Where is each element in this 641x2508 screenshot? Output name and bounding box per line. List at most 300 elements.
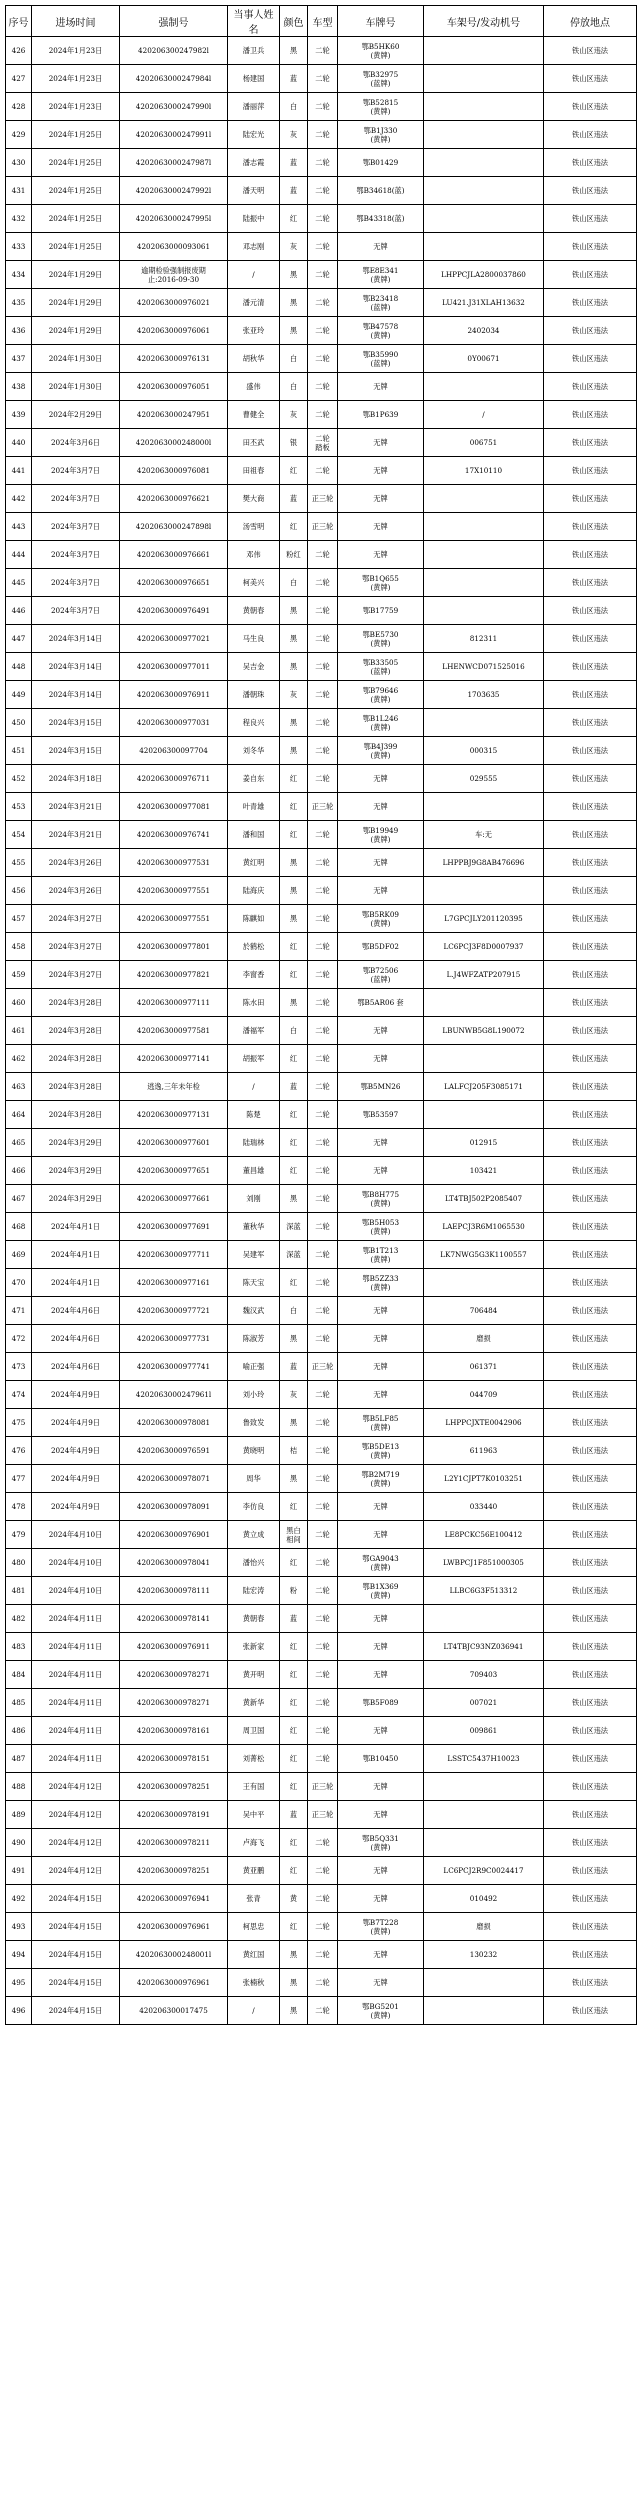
table-row bbox=[6, 1409, 637, 1437]
vin-engine-no-cell: 2402034 bbox=[424, 317, 544, 345]
entry-date-cell: 2024年4月12日 bbox=[32, 1857, 120, 1885]
entry-date-cell: 2024年4月12日 bbox=[32, 1801, 120, 1829]
enforcement-no-cell: 4202063000247984l bbox=[120, 65, 228, 93]
enforcement-no-cell: 4202063000976621 bbox=[120, 485, 228, 513]
color-cell: 蓝 bbox=[280, 1801, 308, 1829]
parking-location-cell: 铁山区违法 bbox=[544, 905, 637, 933]
party-name-cell: 柯思忠 bbox=[228, 1913, 280, 1941]
table-row bbox=[6, 737, 637, 765]
parking-location-cell: 铁山区违法 bbox=[544, 1269, 637, 1297]
party-name-cell: 王有国 bbox=[228, 1773, 280, 1801]
vin-engine-no-cell bbox=[424, 149, 544, 177]
plate-no-cell: 无牌 bbox=[338, 429, 424, 457]
plate-no-cell: 鄂B5LF85 (黄牌) bbox=[338, 1409, 424, 1437]
plate-no-cell: 鄂B5DE13 (黄牌) bbox=[338, 1437, 424, 1465]
header-enforcement-no: 强制号 bbox=[120, 6, 228, 37]
color-cell: 蓝 bbox=[280, 149, 308, 177]
vehicle-type-cell: 正三轮 bbox=[308, 513, 338, 541]
entry-date-cell: 2024年3月28日 bbox=[32, 1045, 120, 1073]
parking-location-cell: 铁山区违法 bbox=[544, 765, 637, 793]
parking-location-cell: 铁山区违法 bbox=[544, 373, 637, 401]
index-cell: 484 bbox=[6, 1661, 32, 1689]
party-name-cell: 杨建国 bbox=[228, 65, 280, 93]
plate-no-cell: 鄂B19949 (黄牌) bbox=[338, 821, 424, 849]
enforcement-no-cell: 4202063000977581 bbox=[120, 1017, 228, 1045]
table-row bbox=[6, 1297, 637, 1325]
enforcement-no-cell: 4202063000977661 bbox=[120, 1185, 228, 1213]
party-name-cell: 陈天宝 bbox=[228, 1269, 280, 1297]
plate-no-cell: 鄂B34618(蓝) bbox=[338, 177, 424, 205]
parking-location-cell: 铁山区违法 bbox=[544, 37, 637, 65]
plate-no-cell: 无牌 bbox=[338, 1521, 424, 1549]
enforcement-no-cell: 4202063000978191 bbox=[120, 1801, 228, 1829]
index-cell: 479 bbox=[6, 1521, 32, 1549]
table-row bbox=[6, 1717, 637, 1745]
vin-engine-no-cell: 000315 bbox=[424, 737, 544, 765]
entry-date-cell: 2024年4月9日 bbox=[32, 1381, 120, 1409]
index-cell: 455 bbox=[6, 849, 32, 877]
entry-date-cell: 2024年1月25日 bbox=[32, 121, 120, 149]
vehicle-records-sheet bbox=[5, 5, 637, 2025]
entry-date-cell: 2024年3月15日 bbox=[32, 709, 120, 737]
plate-no-cell: 鄂B17759 bbox=[338, 597, 424, 625]
entry-date-cell: 2024年1月23日 bbox=[32, 93, 120, 121]
table-row bbox=[6, 149, 637, 177]
plate-no-cell: 无牌 bbox=[338, 1129, 424, 1157]
table-row bbox=[6, 961, 637, 989]
parking-location-cell: 铁山区违法 bbox=[544, 821, 637, 849]
vehicle-type-cell: 二轮 bbox=[308, 1997, 338, 2025]
vin-engine-no-cell bbox=[424, 1605, 544, 1633]
vehicle-type-cell: 二轮 bbox=[308, 1661, 338, 1689]
entry-date-cell: 2024年3月28日 bbox=[32, 1101, 120, 1129]
enforcement-no-cell: 4202063000977551 bbox=[120, 877, 228, 905]
vehicle-type-cell: 二轮 bbox=[308, 37, 338, 65]
table-row bbox=[6, 177, 637, 205]
party-name-cell: 潘天明 bbox=[228, 177, 280, 205]
vin-engine-no-cell: LWBPCJ1F851000305 bbox=[424, 1549, 544, 1577]
party-name-cell: 邓志刚 bbox=[228, 233, 280, 261]
index-cell: 482 bbox=[6, 1605, 32, 1633]
enforcement-no-cell: 4202063000978211 bbox=[120, 1829, 228, 1857]
table-row bbox=[6, 709, 637, 737]
enforcement-no-cell: 4202063000247995l bbox=[120, 205, 228, 233]
plate-no-cell: 鄂B1T213 (黄牌) bbox=[338, 1241, 424, 1269]
entry-date-cell: 2024年3月28日 bbox=[32, 1017, 120, 1045]
party-name-cell: 董昌雄 bbox=[228, 1157, 280, 1185]
vehicle-type-cell: 二轮 bbox=[308, 1213, 338, 1241]
vehicle-type-cell: 二轮 bbox=[308, 877, 338, 905]
index-cell: 486 bbox=[6, 1717, 32, 1745]
enforcement-no-cell: 4202063000977821 bbox=[120, 961, 228, 989]
entry-date-cell: 2024年4月15日 bbox=[32, 1913, 120, 1941]
parking-location-cell: 铁山区违法 bbox=[544, 849, 637, 877]
enforcement-no-cell: 4202063000977161 bbox=[120, 1269, 228, 1297]
index-cell: 440 bbox=[6, 429, 32, 457]
entry-date-cell: 2024年3月21日 bbox=[32, 821, 120, 849]
index-cell: 464 bbox=[6, 1101, 32, 1129]
parking-location-cell: 铁山区违法 bbox=[544, 1017, 637, 1045]
table-body bbox=[6, 37, 637, 2025]
color-cell: 白 bbox=[280, 1017, 308, 1045]
table-row bbox=[6, 1605, 637, 1633]
vehicle-type-cell: 正三轮 bbox=[308, 1353, 338, 1381]
entry-date-cell: 2024年3月28日 bbox=[32, 989, 120, 1017]
parking-location-cell: 铁山区违法 bbox=[544, 1409, 637, 1437]
table-row bbox=[6, 121, 637, 149]
index-cell: 444 bbox=[6, 541, 32, 569]
index-cell: 449 bbox=[6, 681, 32, 709]
enforcement-no-cell: 4202063000976711 bbox=[120, 765, 228, 793]
parking-location-cell: 铁山区违法 bbox=[544, 261, 637, 289]
index-cell: 432 bbox=[6, 205, 32, 233]
vin-engine-no-cell: L7GPCJLY201120395 bbox=[424, 905, 544, 933]
plate-no-cell: 无牌 bbox=[338, 1969, 424, 1997]
parking-location-cell: 铁山区违法 bbox=[544, 1801, 637, 1829]
vehicle-type-cell: 二轮 bbox=[308, 709, 338, 737]
enforcement-no-cell: 4202063000977801 bbox=[120, 933, 228, 961]
enforcement-no-cell: 4202063000248001l bbox=[120, 1941, 228, 1969]
party-name-cell: 潘朝珠 bbox=[228, 681, 280, 709]
enforcement-no-cell: 4202063000978151 bbox=[120, 1745, 228, 1773]
plate-no-cell: 鄂B01429 bbox=[338, 149, 424, 177]
party-name-cell: 刘刚 bbox=[228, 1185, 280, 1213]
header-entry-date: 进场时间 bbox=[32, 6, 120, 37]
plate-no-cell: 鄂B5HK60 (黄牌) bbox=[338, 37, 424, 65]
party-name-cell: 胡秋华 bbox=[228, 345, 280, 373]
party-name-cell: 曹健全 bbox=[228, 401, 280, 429]
vehicle-type-cell: 二轮 bbox=[308, 1885, 338, 1913]
parking-location-cell: 铁山区违法 bbox=[544, 1885, 637, 1913]
color-cell: 蓝 bbox=[280, 177, 308, 205]
party-name-cell: 吴中平 bbox=[228, 1801, 280, 1829]
entry-date-cell: 2024年1月29日 bbox=[32, 317, 120, 345]
vin-engine-no-cell: 103421 bbox=[424, 1157, 544, 1185]
header-index: 序号 bbox=[6, 6, 32, 37]
table-row bbox=[6, 1185, 637, 1213]
vin-engine-no-cell: 009861 bbox=[424, 1717, 544, 1745]
vehicle-type-cell: 二轮 bbox=[308, 1717, 338, 1745]
vin-engine-no-cell: 709403 bbox=[424, 1661, 544, 1689]
entry-date-cell: 2024年4月11日 bbox=[32, 1633, 120, 1661]
entry-date-cell: 2024年4月9日 bbox=[32, 1437, 120, 1465]
enforcement-no-cell: 4202063000977111 bbox=[120, 989, 228, 1017]
entry-date-cell: 2024年1月23日 bbox=[32, 37, 120, 65]
party-name-cell: 周卫国 bbox=[228, 1717, 280, 1745]
table-row bbox=[6, 1437, 637, 1465]
color-cell: 银 bbox=[280, 429, 308, 457]
table-row bbox=[6, 793, 637, 821]
table-row bbox=[6, 1325, 637, 1353]
party-name-cell: 陆海庆 bbox=[228, 877, 280, 905]
entry-date-cell: 2024年4月1日 bbox=[32, 1213, 120, 1241]
enforcement-no-cell: 4202063000977031 bbox=[120, 709, 228, 737]
party-name-cell: 潘丽萍 bbox=[228, 93, 280, 121]
plate-no-cell: 无牌 bbox=[338, 457, 424, 485]
color-cell: 黑 bbox=[280, 1325, 308, 1353]
index-cell: 428 bbox=[6, 93, 32, 121]
enforcement-no-cell: 4202063000976961 bbox=[120, 1913, 228, 1941]
color-cell: 黑白 相间 bbox=[280, 1521, 308, 1549]
vin-engine-no-cell bbox=[424, 1801, 544, 1829]
entry-date-cell: 2024年4月1日 bbox=[32, 1269, 120, 1297]
parking-location-cell: 铁山区违法 bbox=[544, 1325, 637, 1353]
index-cell: 492 bbox=[6, 1885, 32, 1913]
plate-no-cell: 无牌 bbox=[338, 877, 424, 905]
vin-engine-no-cell bbox=[424, 793, 544, 821]
index-cell: 474 bbox=[6, 1381, 32, 1409]
party-name-cell: 陈楚 bbox=[228, 1101, 280, 1129]
party-name-cell: 潘志霞 bbox=[228, 149, 280, 177]
entry-date-cell: 2024年1月30日 bbox=[32, 345, 120, 373]
plate-no-cell: 鄂B1Q655 (黄牌) bbox=[338, 569, 424, 597]
color-cell: 深蓝 bbox=[280, 1241, 308, 1269]
header-vehicle-type: 车型 bbox=[308, 6, 338, 37]
index-cell: 462 bbox=[6, 1045, 32, 1073]
vin-engine-no-cell bbox=[424, 205, 544, 233]
party-name-cell: 柯美兴 bbox=[228, 569, 280, 597]
vin-engine-no-cell: L2Y1CJPT7K0103251 bbox=[424, 1465, 544, 1493]
plate-no-cell: 鄂B5DF02 bbox=[338, 933, 424, 961]
vin-engine-no-cell bbox=[424, 569, 544, 597]
vin-engine-no-cell: 磨损 bbox=[424, 1325, 544, 1353]
index-cell: 460 bbox=[6, 989, 32, 1017]
index-cell: 478 bbox=[6, 1493, 32, 1521]
color-cell: 灰 bbox=[280, 121, 308, 149]
vin-engine-no-cell bbox=[424, 709, 544, 737]
enforcement-no-cell: 4202063000976081 bbox=[120, 457, 228, 485]
table-row bbox=[6, 205, 637, 233]
color-cell: 黑 bbox=[280, 737, 308, 765]
table-row bbox=[6, 457, 637, 485]
index-cell: 477 bbox=[6, 1465, 32, 1493]
party-name-cell: 黄红明 bbox=[228, 849, 280, 877]
vehicle-type-cell: 二轮 bbox=[308, 989, 338, 1017]
vin-engine-no-cell bbox=[424, 1773, 544, 1801]
enforcement-no-cell: 4202063000976061 bbox=[120, 317, 228, 345]
parking-location-cell: 铁山区违法 bbox=[544, 205, 637, 233]
parking-location-cell: 铁山区违法 bbox=[544, 1129, 637, 1157]
color-cell: 黑 bbox=[280, 1941, 308, 1969]
vehicle-type-cell: 二轮 bbox=[308, 1829, 338, 1857]
plate-no-cell: 无牌 bbox=[338, 1605, 424, 1633]
plate-no-cell: 鄂B5Q331 (黄牌) bbox=[338, 1829, 424, 1857]
plate-no-cell: 鄂B79646 (黄牌) bbox=[338, 681, 424, 709]
vin-engine-no-cell bbox=[424, 1101, 544, 1129]
party-name-cell: 喻正强 bbox=[228, 1353, 280, 1381]
enforcement-no-cell: 4202063000976911 bbox=[120, 1633, 228, 1661]
vin-engine-no-cell: 044709 bbox=[424, 1381, 544, 1409]
vin-engine-no-cell: LT4TBJ502P2085407 bbox=[424, 1185, 544, 1213]
index-cell: 494 bbox=[6, 1941, 32, 1969]
table-row bbox=[6, 1941, 637, 1969]
plate-no-cell: 无牌 bbox=[338, 1381, 424, 1409]
index-cell: 458 bbox=[6, 933, 32, 961]
table-row bbox=[6, 317, 637, 345]
index-cell: 483 bbox=[6, 1633, 32, 1661]
parking-location-cell: 铁山区违法 bbox=[544, 513, 637, 541]
vin-engine-no-cell: LC6PCJ2R9C0024417 bbox=[424, 1857, 544, 1885]
enforcement-no-cell: 4202063000247992l bbox=[120, 177, 228, 205]
parking-location-cell: 铁山区违法 bbox=[544, 1101, 637, 1129]
plate-no-cell: 鄂B72506 (蓝牌) bbox=[338, 961, 424, 989]
table-row bbox=[6, 1017, 637, 1045]
color-cell: 红 bbox=[280, 1129, 308, 1157]
table-row bbox=[6, 1101, 637, 1129]
enforcement-no-cell: 4202063000978091 bbox=[120, 1493, 228, 1521]
vin-engine-no-cell bbox=[424, 1997, 544, 2025]
color-cell: 黑 bbox=[280, 653, 308, 681]
party-name-cell: 黄开明 bbox=[228, 1661, 280, 1689]
color-cell: 黑 bbox=[280, 1997, 308, 2025]
parking-location-cell: 铁山区违法 bbox=[544, 1213, 637, 1241]
table-row bbox=[6, 1493, 637, 1521]
plate-no-cell: 鄂B5RK09 (黄牌) bbox=[338, 905, 424, 933]
vehicle-type-cell: 二轮 bbox=[308, 1913, 338, 1941]
entry-date-cell: 2024年4月6日 bbox=[32, 1297, 120, 1325]
table-row bbox=[6, 1213, 637, 1241]
entry-date-cell: 2024年3月18日 bbox=[32, 765, 120, 793]
enforcement-no-cell: 4202063000978271 bbox=[120, 1689, 228, 1717]
parking-location-cell: 铁山区违法 bbox=[544, 1829, 637, 1857]
enforcement-no-cell: 4202063000247987l bbox=[120, 149, 228, 177]
table-row bbox=[6, 765, 637, 793]
enforcement-no-cell: 4202063000976021 bbox=[120, 289, 228, 317]
vin-engine-no-cell bbox=[424, 93, 544, 121]
table-row bbox=[6, 1829, 637, 1857]
table-row bbox=[6, 485, 637, 513]
vehicle-type-cell: 二轮 bbox=[308, 849, 338, 877]
party-name-cell: 姜自东 bbox=[228, 765, 280, 793]
vehicle-type-cell: 二轮 bbox=[308, 317, 338, 345]
vehicle-type-cell: 正三轮 bbox=[308, 485, 338, 513]
color-cell: 红 bbox=[280, 1773, 308, 1801]
enforcement-no-cell: 4202063000247990l bbox=[120, 93, 228, 121]
plate-no-cell: 鄂B5F089 bbox=[338, 1689, 424, 1717]
party-name-cell: 胡振军 bbox=[228, 1045, 280, 1073]
parking-location-cell: 铁山区违法 bbox=[544, 793, 637, 821]
index-cell: 459 bbox=[6, 961, 32, 989]
parking-location-cell: 铁山区违法 bbox=[544, 625, 637, 653]
color-cell: 红 bbox=[280, 1829, 308, 1857]
vin-engine-no-cell: LC6PCJ3F8D0007937 bbox=[424, 933, 544, 961]
enforcement-no-cell: 4202063000976131 bbox=[120, 345, 228, 373]
table-row bbox=[6, 1381, 637, 1409]
party-name-cell: 潘卫兵 bbox=[228, 37, 280, 65]
vehicle-type-cell: 二轮 bbox=[308, 1241, 338, 1269]
enforcement-no-cell: 4202063000977081 bbox=[120, 793, 228, 821]
index-cell: 438 bbox=[6, 373, 32, 401]
parking-location-cell: 铁山区违法 bbox=[544, 541, 637, 569]
party-name-cell: 邓伟 bbox=[228, 541, 280, 569]
entry-date-cell: 2024年3月7日 bbox=[32, 597, 120, 625]
party-name-cell: 黄红国 bbox=[228, 1941, 280, 1969]
entry-date-cell: 2024年3月27日 bbox=[32, 933, 120, 961]
table-row bbox=[6, 1633, 637, 1661]
parking-location-cell: 铁山区违法 bbox=[544, 877, 637, 905]
entry-date-cell: 2024年3月26日 bbox=[32, 849, 120, 877]
entry-date-cell: 2024年1月25日 bbox=[32, 233, 120, 261]
color-cell: 红 bbox=[280, 1857, 308, 1885]
party-name-cell: 李仿良 bbox=[228, 1493, 280, 1521]
party-name-cell: 潘元清 bbox=[228, 289, 280, 317]
table-row bbox=[6, 233, 637, 261]
enforcement-no-cell: 4202063000976941 bbox=[120, 1885, 228, 1913]
vehicle-type-cell: 二轮 bbox=[308, 933, 338, 961]
index-cell: 456 bbox=[6, 877, 32, 905]
parking-location-cell: 铁山区违法 bbox=[544, 1633, 637, 1661]
vin-engine-no-cell: LT4TBJC93NZ036941 bbox=[424, 1633, 544, 1661]
plate-no-cell: 无牌 bbox=[338, 513, 424, 541]
vin-engine-no-cell bbox=[424, 485, 544, 513]
index-cell: 457 bbox=[6, 905, 32, 933]
color-cell: 红 bbox=[280, 1269, 308, 1297]
enforcement-no-cell: 4202063000976051 bbox=[120, 373, 228, 401]
vehicle-type-cell: 二轮 bbox=[308, 1465, 338, 1493]
enforcement-no-cell: 4202063000976661 bbox=[120, 541, 228, 569]
parking-location-cell: 铁山区违法 bbox=[544, 989, 637, 1017]
plate-no-cell: 无牌 bbox=[338, 485, 424, 513]
party-name-cell: 叶青雄 bbox=[228, 793, 280, 821]
vehicle-type-cell: 二轮 bbox=[308, 1045, 338, 1073]
table-row bbox=[6, 1241, 637, 1269]
party-name-cell: 黄立成 bbox=[228, 1521, 280, 1549]
vehicle-type-cell: 二轮 bbox=[308, 681, 338, 709]
party-name-cell: 张楠秋 bbox=[228, 1969, 280, 1997]
plate-no-cell: 无牌 bbox=[338, 1325, 424, 1353]
party-name-cell: 樊大商 bbox=[228, 485, 280, 513]
entry-date-cell: 2024年3月15日 bbox=[32, 737, 120, 765]
plate-no-cell: 鄂B47578 (黄牌) bbox=[338, 317, 424, 345]
parking-location-cell: 铁山区违法 bbox=[544, 429, 637, 457]
plate-no-cell: 鄂B53597 bbox=[338, 1101, 424, 1129]
header-color: 颜色 bbox=[280, 6, 308, 37]
party-name-cell: 陆宏涛 bbox=[228, 1577, 280, 1605]
parking-location-cell: 铁山区违法 bbox=[544, 177, 637, 205]
table-row bbox=[6, 1661, 637, 1689]
vehicle-type-cell: 二轮 bbox=[308, 597, 338, 625]
party-name-cell: 吴吉金 bbox=[228, 653, 280, 681]
parking-location-cell: 铁山区违法 bbox=[544, 1045, 637, 1073]
index-cell: 481 bbox=[6, 1577, 32, 1605]
index-cell: 429 bbox=[6, 121, 32, 149]
party-name-cell: / bbox=[228, 1997, 280, 2025]
table-row bbox=[6, 625, 637, 653]
plate-no-cell: 无牌 bbox=[338, 1017, 424, 1045]
vin-engine-no-cell: 033440 bbox=[424, 1493, 544, 1521]
table-row bbox=[6, 1773, 637, 1801]
color-cell: 黑 bbox=[280, 709, 308, 737]
vin-engine-no-cell: L.J4WFZATP207915 bbox=[424, 961, 544, 989]
color-cell: 灰 bbox=[280, 1381, 308, 1409]
entry-date-cell: 2024年4月15日 bbox=[32, 1969, 120, 1997]
plate-no-cell: 无牌 bbox=[338, 1885, 424, 1913]
index-cell: 473 bbox=[6, 1353, 32, 1381]
parking-location-cell: 铁山区违法 bbox=[544, 485, 637, 513]
entry-date-cell: 2024年4月6日 bbox=[32, 1353, 120, 1381]
enforcement-no-cell: 4202063000977691 bbox=[120, 1213, 228, 1241]
color-cell: 红 bbox=[280, 765, 308, 793]
enforcement-no-cell: 4202063000977021 bbox=[120, 625, 228, 653]
parking-location-cell: 铁山区违法 bbox=[544, 93, 637, 121]
table-row bbox=[6, 513, 637, 541]
table-row bbox=[6, 345, 637, 373]
entry-date-cell: 2024年4月11日 bbox=[32, 1605, 120, 1633]
color-cell: 深蓝 bbox=[280, 1213, 308, 1241]
vehicle-type-cell: 二轮 bbox=[308, 457, 338, 485]
plate-no-cell: 无牌 bbox=[338, 1801, 424, 1829]
party-name-cell: 魏汉武 bbox=[228, 1297, 280, 1325]
